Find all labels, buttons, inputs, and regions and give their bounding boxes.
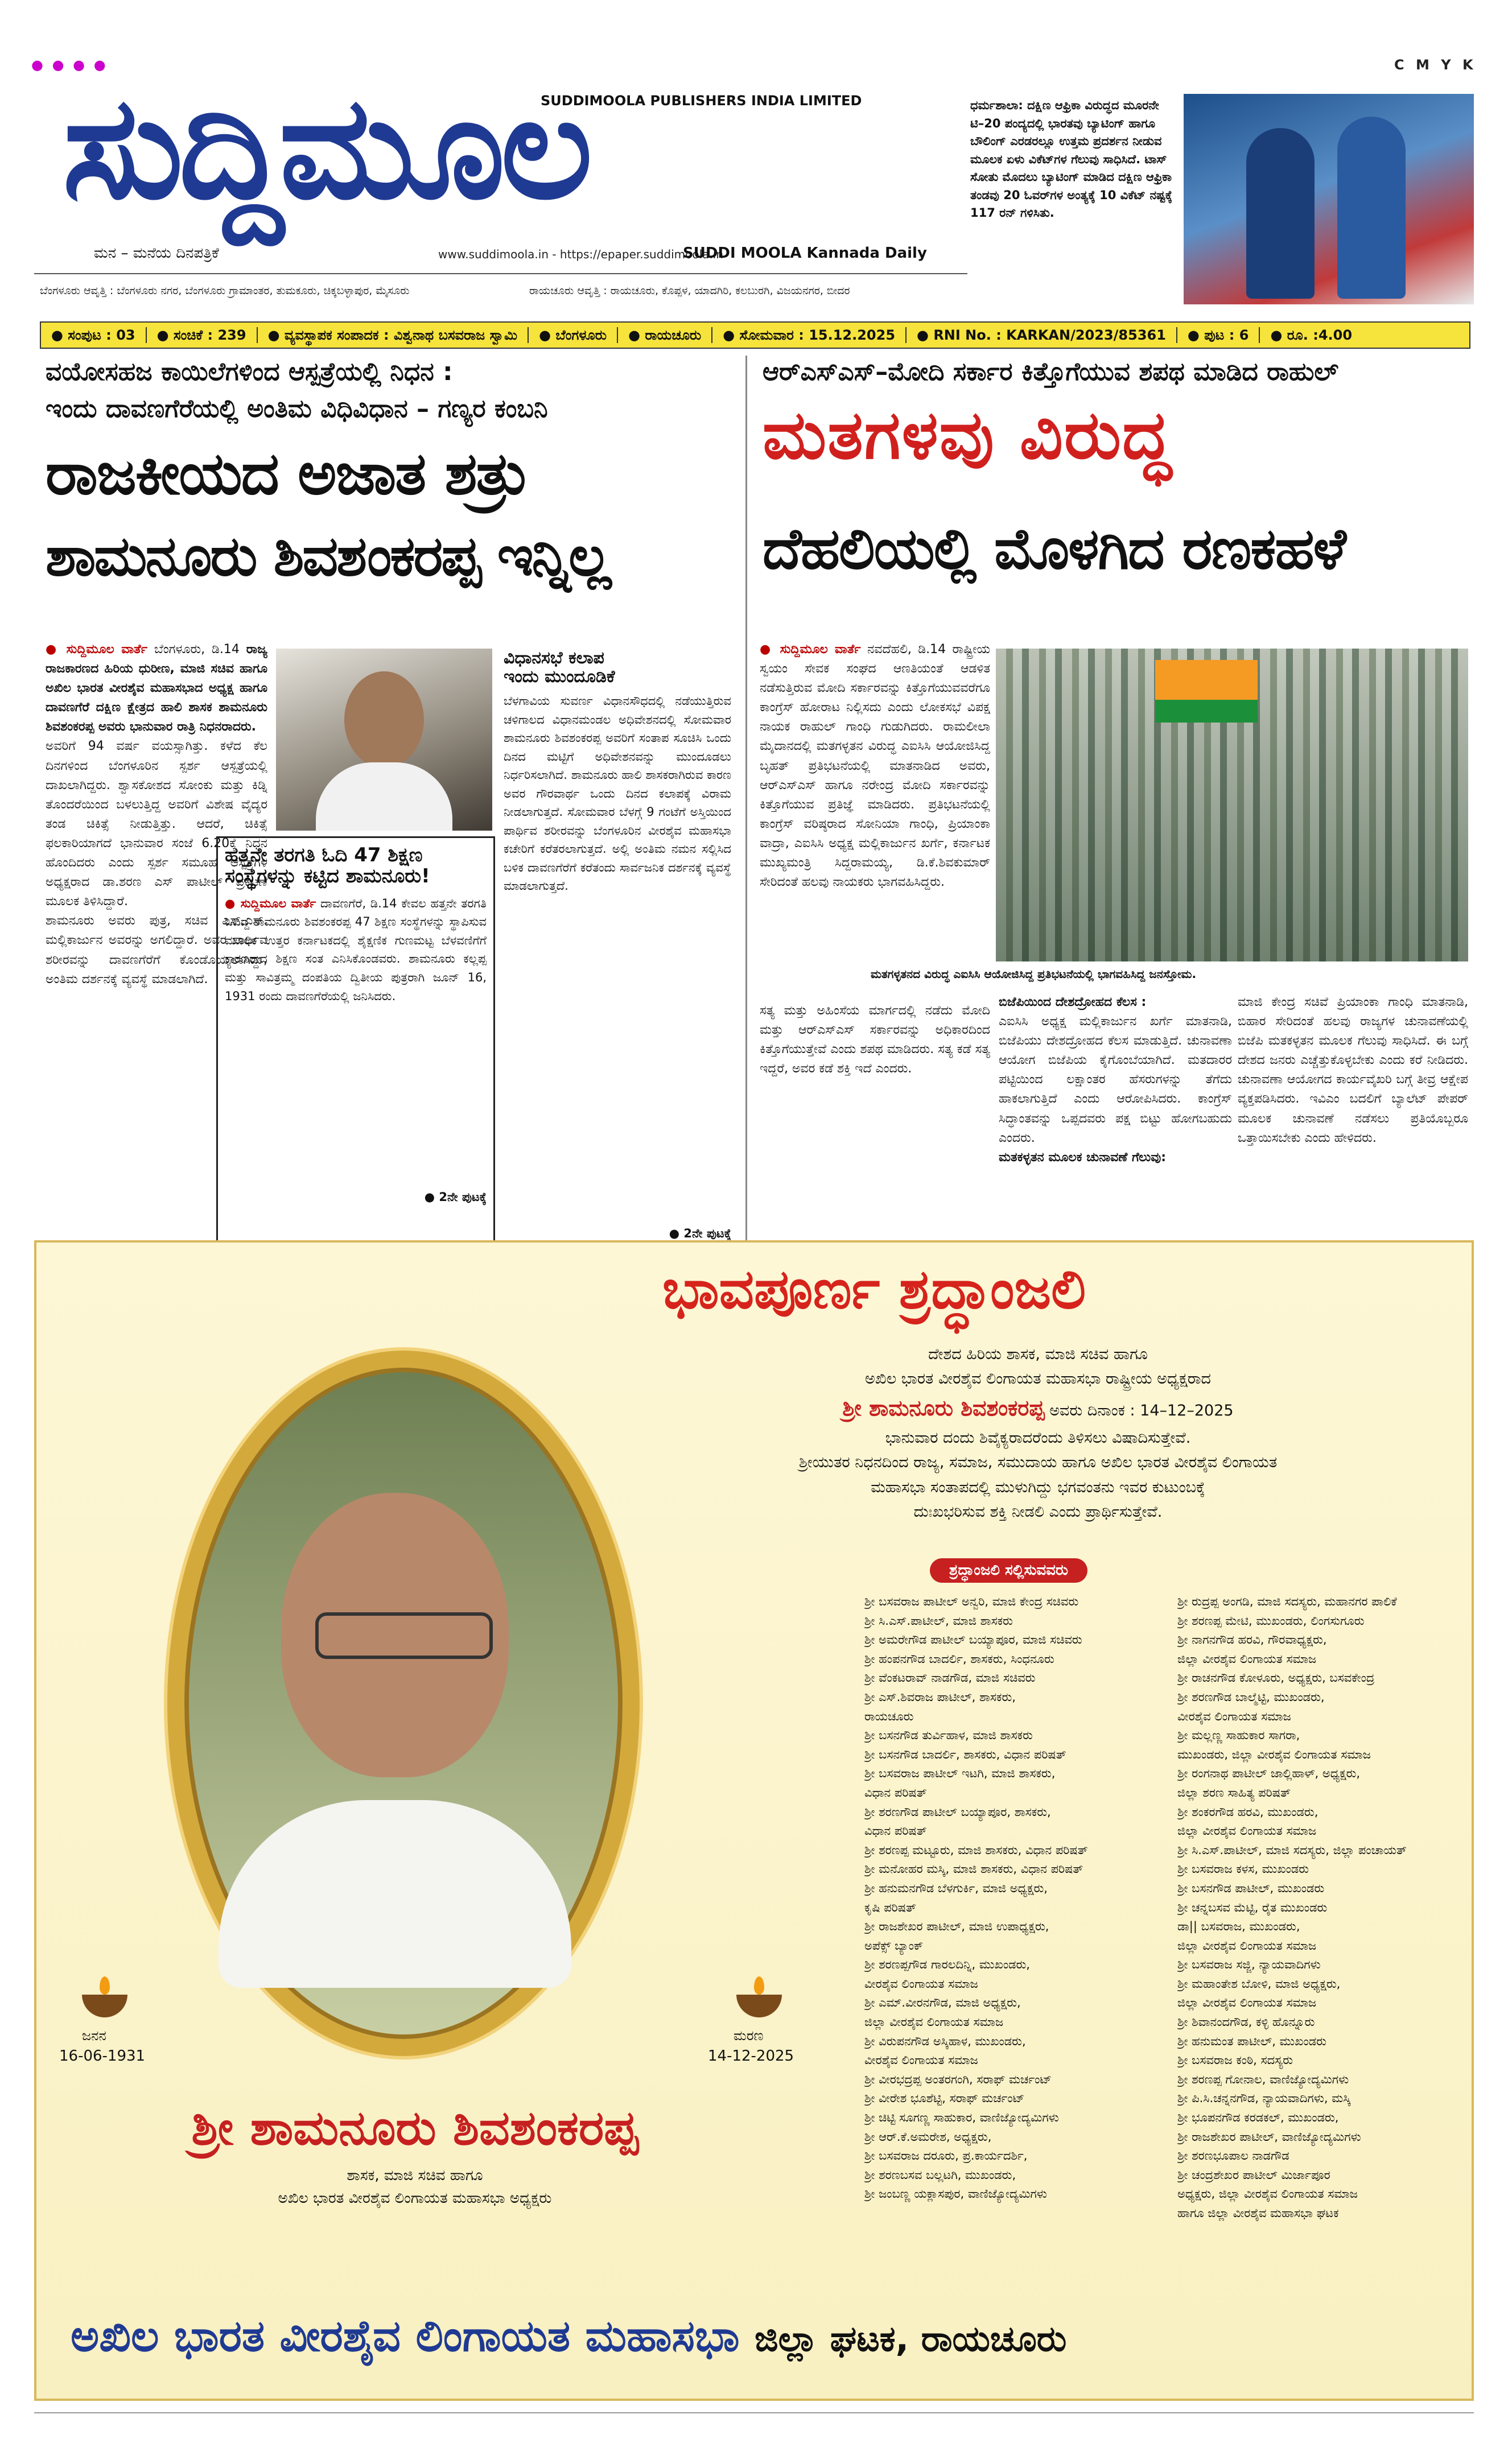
left-kicker-2: ಇಂದು ದಾವಣಗೆರೆಯಲ್ಲಿ ಅಂತಿಮ ವಿಧಿವಿಧಾನ – ಗಣ್ಯರ ಕಂಬನಿ	[46, 394, 548, 423]
tribute-name-entry: ಜಿಲ್ಲಾ ವೀರಶೈವ ಲಿಂಗಾಯತ ಸಮಾಜ	[864, 2015, 1004, 2029]
ear-text: ಧರ್ಮಶಾಲಾ: ದಕ್ಷಿಣ ಆಫ್ರಿಕಾ ವಿರುದ್ಧದ ಮೂರನೇ ಟಿ–20 ಪಂದ್ಯದಲ್ಲಿ ಭಾರತವು ಬ್ಯಾಟಿಂಗ್ ಹಾಗೂ ಬೌಲಿಂಗ್ ಎರಡರಲ್ಲೂ ಉತ್ತಮ ಪ್ರದರ್ಶನ ನೀಡುವ ಮೂಲಕ ಏಳು ವಿಕೆಟ್‌ಗಳ ಗೆಲುವು ಸಾಧಿಸಿದೆ. ಟಾಸ್ ಸೋತು ಮೊದಲು ಬ್ಯಾಟಿಂಗ್ ಮಾಡಿದ ದಕ್ಷಿಣ ಆಫ್ರಿಕಾ ತಂಡವು 20 ಓವರ್‌ಗಳ ಅಂತ್ಯಕ್ಕೆ 10 ವಿಕೆಟ್ ನಷ್ಟಕ್ಕೆ 117 ರನ್ ಗಳಿಸಿತು.	[970, 98, 1173, 220]
tribute-name-entry: ಶ್ರೀ ಚಂದ್ರಶೇಖರ ಪಾಟೀಲ್ ಮಿರ್ಜಾಪೂರ	[1177, 2168, 1330, 2182]
tribute-name-entry: ಶ್ರೀ ಎಸ್.ಶಿವರಾಜ ಪಾಟೀಲ್, ಶಾಸಕರು,	[864, 1690, 1016, 1704]
tribute-name-entry: ಶ್ರೀ ಶರಣಪ್ಪ ಮಟ್ಟೂರು, ಮಾಜಿ ಶಾಸಕರು, ವಿಧಾನ ಪರಿಷತ್	[864, 1843, 1088, 1857]
tribute-name-entry: ಶ್ರೀ ಬಸನಗೌಡ ಬಾದರ್ಲಿ, ಶಾಸಕರು, ವಿಧಾನ ಪರಿಷತ್	[864, 1747, 1066, 1761]
city-raichur: ● ರಾಯಚೂರು	[618, 327, 712, 343]
registration-dots: ● ● ● ●	[31, 57, 108, 73]
portrait-shirt	[219, 1800, 571, 1988]
tribute-name-entry: ಶ್ರೀ ರಾಜಶೇಖರ ಪಾಟೀಲ್, ಮಾಜಿ ಉಪಾಧ್ಯಕ್ಷರು,	[864, 1920, 1049, 1934]
paragraph: ಸತ್ಯ ಮತ್ತು ಅಹಿಂಸೆಯ ಮಾರ್ಗದಲ್ಲಿ ನಡೆದು ಮೋದಿ ಮತ್ತು ಆರ್‌ಎಸ್‌ಎಸ್ ಸರ್ಕಾರವನ್ನು ಅಧಿಕಾರದಿಂದ ಕಿತ್ತೊಗೆಯುತ್ತೇವೆ ಎಂದು ಶಪಥ ಮಾಡಿದರು. ಸತ್ಯ ಕಡೆ ಸತ್ಯ ಇದ್ದರೆ, ಅವರ ಕಡೆ ಶಕ್ತಿ ಇದೆ ಎಂದರು.	[760, 1004, 990, 1076]
tribute-name-entry: ಶ್ರೀ ರಂಗನಾಥ ಪಾಟೀಲ್ ಜಾಲ್ಲಿಹಾಳ್, ಅಧ್ಯಕ್ಷರು,	[1177, 1767, 1361, 1781]
right-story-body	[760, 640, 990, 993]
intro-line: ಅಖಿಲ ಭಾರತ ವೀರಶೈವ ಲಿಂಗಾಯತ ಮಹಾಸಭಾ ರಾಷ್ಟ್ರೀಯ ಅಧ್ಯಕ್ಷರಾದ	[865, 1370, 1211, 1388]
english-masthead: SUDDI MOOLA Kannada Daily	[683, 245, 927, 262]
box-body	[225, 894, 487, 1190]
tribute-name-entry: ಶ್ರೀ ಸಿ.ಎಸ್.ಪಾಟೀಲ್, ಮಾಜಿ ಸದಸ್ಯರು, ಜಿಲ್ಲಾ ಪಂಚಾಯತ್	[1177, 1843, 1407, 1857]
death-date-line: ಅವರು ದಿನಾಂಕ : 14–12–2025	[1049, 1402, 1234, 1420]
byline: ● ಸುದ್ದಿಮೂಲ ವಾರ್ತೆ	[760, 642, 861, 657]
offered-by-badge: ಶ್ರದ್ಧಾಂಜಲಿ ಸಲ್ಲಿಸುವವರು	[930, 1558, 1087, 1583]
tribute-name-inline: ಶ್ರೀ ಶಾಮನೂರು ಶಿವಶಂಕರಪ್ಪ	[842, 1396, 1045, 1421]
tribute-name-entry: ಶ್ರೀ ಶರಣಭೂಪಾಲ ನಾಡಗೌಡ	[1177, 2149, 1289, 2163]
paragraph: ಕೇವಲ ಹತ್ತನೇ ತರಗತಿ ಓದಿದ್ದ ಶಾಮನೂರು ಶಿವಶಂಕರಪ್ಪ 47 ಶಿಕ್ಷಣ ಸಂಸ್ಥೆಗಳನ್ನು ಸ್ಥಾಪಿಸುವ ಮೂಲಕ ಉತ್ತರ ಕರ್ನಾಟಕದಲ್ಲಿ ಶೈಕ್ಷಣಿಕ ಗುಣಮಟ್ಟ ಬೆಳವಣಿಗೆಗೆ ಕಾರಣರಾದ ಶಿಕ್ಷಣ ಸಂತ ಎನಿಸಿಕೊಂಡವರು. ಶಾಮನೂರು ಕಲ್ಲಪ್ಪ ಮತ್ತು ಸಾವಿತ್ರಮ್ಮ ದಂಪತಿಯ ದ್ವಿತೀಯ ಪುತ್ರರಾಗಿ ಜೂನ್ 16, 1931 ರಂದು ದಾವಣಗೆರೆಯಲ್ಲಿ ಜನಿಸಿದರು.	[225, 896, 487, 1003]
lamp-right-icon	[736, 1976, 782, 2017]
cmyk-mark: C M Y K	[1394, 57, 1477, 73]
tribute-name-entry: ಶ್ರೀ ಶಿವಾನಂದಗೌಡ, ಕಳ್ಳಿ ಹೊನ್ನೂರು	[1177, 2015, 1315, 2029]
tribute-name-entry: ಶ್ರೀ ಎಮ್.ವೀರನಗೌಡ, ಮಾಜಿ ಅಧ್ಯಕ್ಷರು,	[864, 1996, 1021, 2010]
editor: ● ವ್ಯವಸ್ಥಾಪಕ ಸಂಪಾದಕ : ವಿಶ್ವನಾಥ ಬಸವರಾಜ ಸ್ವಾಮಿ	[258, 327, 529, 343]
paragraph: ಅವರಿಗೆ 94 ವರ್ಷ ವಯಸ್ಸಾಗಿತ್ತು. ಕಳೆದ ಕೆಲ ದಿನಗಳಿಂದ ಬೆಂಗಳೂರಿನ ಸ್ಪರ್ಶ ಆಸ್ಪತ್ರೆಯಲ್ಲಿ ದಾಖಲಾಗಿದ್ದರು. ಶ್ವಾಸಕೋಶದ ಸೋಂಕು ಮತ್ತು ಕಿಡ್ನಿ ತೊಂದರೆಯಿಂದ ಬಳಲುತ್ತಿದ್ದ ಅವರಿಗೆ ವಿಶೇಷ ವೈದ್ಯರ ತಂಡ ಚಿಕಿತ್ಸೆ ನೀಡುತ್ತಿತ್ತು. ಆದರೆ, ಚಿಕಿತ್ಸೆ ಫಲಕಾರಿಯಾಗದೆ ಭಾನುವಾರ ಸಂಜೆ 6.20ಕ್ಕೆ ನಿಧನ ಹೊಂದಿದರು ಎಂದು ಸ್ಪರ್ಶ ಸಮೂಹ ಆಸ್ಪತ್ರೆಗಳ ಅಧ್ಯಕ್ಷರಾದ ಡಾ.ಶರಣ ಎಸ್ ಪಾಟೀಲ್ ಪ್ರಕಟಣೆ ಮೂಲಕ ತಿಳಿಸಿದ್ದಾರೆ.	[46, 739, 267, 909]
masthead-rule	[34, 273, 967, 274]
website-urls: www.suddimoola.in - https://epaper.suddimoola.in	[438, 247, 724, 261]
tribute-name-entry: ಶ್ರೀ ವೆಂಕಟರಾವ್ ನಾಡಗೌಡ, ಮಾಜಿ ಸಚಿವರು	[864, 1671, 1036, 1685]
tribute-name-entry: ಶ್ರೀ ಬಸನಗೌಡ ಪಾಟೀಲ್, ಮುಖಂಡರು	[1177, 1881, 1325, 1895]
tribute-name-entry: ಶ್ರೀ ಶರಣಗೌಡ ಬಾಲ್ಮೆಟ್ಟಿ, ಮುಖಂಡರು,	[1177, 1690, 1325, 1704]
publisher-name: SUDDIMOOLA PUBLISHERS INDIA LIMITED	[541, 93, 862, 109]
tribute-name-entry: ಶ್ರೀ ಆರ್.ಕೆ.ಅಮರೇಶ, ಅಧ್ಯಕ್ಷರು,	[864, 2129, 992, 2144]
tribute-name-entry: ವೀರಶೈವ ಲಿಂಗಾಯತ ಸಮಾಜ	[864, 1976, 978, 1991]
right-kicker: ಆರ್‌ಎಸ್‌ಎಸ್–ಮೋದಿ ಸರ್ಕಾರ ಕಿತ್ತೊಗೆಯುವ ಶಪಥ ಮಾಡಿದ ರಾಹುಲ್	[763, 357, 1339, 386]
price: ● ರೂ. :4.00	[1270, 327, 1353, 343]
birth-label: ಜನನ	[82, 2028, 106, 2044]
right-col-4: ಮಾಜಿ ಕೇಂದ್ರ ಸಚಿವೆ ಪ್ರಿಯಾಂಕಾ ಗಾಂಧಿ ಮಾತನಾಡಿ, ಬಿಹಾರ ಸೇರಿದಂತೆ ಹಲವು ರಾಜ್ಯಗಳ ಚುನಾವಣೆಯಲ್ಲಿ ಬಿಜೆಪಿ ಮತಕಳ್ಳತನ ಮೂಲಕ ಗೆಲುವು ಸಾಧಿಸಿದೆ. ಈ ಬಗ್ಗೆ ದೇಶದ ಜನರು ಎಚ್ಚೆತ್ತುಕೊಳ್ಳಬೇಕು ಎಂದು ಕರೆ ನೀಡಿದರು. ಚುನಾವಣಾ ಆಯೋಗದ ಕಾರ್ಯವೈಖರಿ ಬಗ್ಗೆ ತೀವ್ರ ಆಕ್ಷೇಪ ವ್ಯಕ್ತಪಡಿಸಿದರು. ಇವಿಎಂ ಬದಲಿಗೆ ಬ್ಯಾಲೆಟ್ ಪೇಪರ್ ಮೂಲಕ ಚುನಾವಣೆ ನಡೆಸಲು ಪ್ರತಿಯೊಬ್ಬರೂ ಒತ್ತಾಯಿಸಬೇಕು ಎಂದು ಹೇಳಿದರು.	[1238, 995, 1468, 1145]
tagline: ಮನ – ಮನೆಯ ದಿನಪತ್ರಿಕೆ	[94, 245, 219, 262]
footer-unit: ಜಿಲ್ಲಾ ಘಟಕ, ರಾಯಚೂರು	[755, 2318, 1067, 2359]
tribute-name-entry: ಶ್ರೀ ವೀರಭದ್ರಪ್ಪ ಅಂತರಗಂಗಿ, ಸರಾಫ್ ಮರ್ಚಂಟ್	[864, 2072, 1052, 2086]
role-line-1: ಶಾಸಕ, ಮಾಜಿ ಸಚಿವ ಹಾಗೂ	[347, 2167, 483, 2184]
edition-bangalore: ಬೆಂಗಳೂರು ಆವೃತ್ತಿ : ಬೆಂಗಳೂರು ನಗರ, ಬೆಂಗಳೂರು ಗ್ರಾಮಾಂತರ, ತುಮಕೂರು, ಚಿಕ್ಕಬಳ್ಳಾಪುರ, ಮೈಸೂರು	[40, 284, 410, 297]
date: ● ಸೋಮವಾರ : 15.12.2025	[712, 327, 907, 343]
tribute-name-entry: ವಿಧಾನ ಪರಿಷತ್	[864, 1824, 927, 1838]
tribute-name-entry: ಹಾಗೂ ಜಿಲ್ಲಾ ವೀರಶೈವ ಮಹಾಸಭಾ ಘಟಕ	[1177, 2206, 1339, 2220]
tribute-name-entry: ಶ್ರೀ ಬಸವರಾಜ ದರೂರು, ಪ್ರ.ಕಾರ್ಯದರ್ಶಿ,	[864, 2149, 1028, 2163]
tribute-name-entry: ಶ್ರೀ ಮಹಾಂತೇಶ ಬೋಳಿ, ಮಾಜಿ ಅಧ್ಯಕ್ಷರು,	[1177, 1976, 1341, 1991]
tribute-name-entry: ಶ್ರೀ ಭೂಪನಗೌಡ ಕರಡಕಲ್, ಮುಖಂಡರು,	[1177, 2111, 1339, 2125]
tribute-big-name: ಶ್ರೀ ಶಾಮನೂರು ಶಿವಶಂಕರಪ್ಪ	[191, 2100, 638, 2156]
tribute-name-entry: ರಾಯಚೂರು	[864, 1709, 914, 1723]
tribute-name-entry: ಜಿಲ್ಲಾ ವೀರಶೈವ ಲಿಂಗಾಯತ ಸಮಾಜ	[1177, 1824, 1317, 1838]
education-box	[216, 836, 495, 1257]
player-figure	[1246, 128, 1315, 299]
tribute-name-entry: ಶ್ರೀ ಬಸನಗೌಡ ತುರ್ವಿಹಾಳ, ಮಾಜಿ ಶಾಸಕರು	[864, 1728, 1033, 1743]
tribute-name-entry: ಶ್ರೀ ಶರಣಪ್ಪಗೌಡ ಗಾರಲದಿನ್ನಿ, ಮುಖಂಡರು,	[864, 1958, 1030, 1972]
role-line-2: ಅಖಿಲ ಭಾರತ ವೀರಶೈವ ಲಿಂಗಾಯತ ಮಹಾಸಭಾ ಅಧ್ಯಕ್ಷರು	[278, 2190, 552, 2207]
left-headline-2: ಶಾಮನೂರು ಶಿವಶಂಕರಪ್ಪ ಇನ್ನಿಲ್ಲ	[46, 524, 610, 589]
rni-number: ● RNI No. : KARKAN/2023/85361	[907, 327, 1177, 343]
tribute-footer	[71, 2312, 1436, 2360]
tribute-name-entry: ಶ್ರೀ ಅಮರೇಗೌಡ ಪಾಟೀಲ್ ಬಯ್ಯಾಪೂರ, ಮಾಜಿ ಸಚಿವರು	[864, 1633, 1082, 1647]
assembly-headline: ಇಂದು ಮುಂದೂಡಿಕೆ	[504, 667, 615, 687]
tribute-name-entry: ಶ್ರೀ ಜಂಬಣ್ಣ ಯಕ್ಲಾಸಪುರ, ವಾಣಿಜ್ಯೋದ್ಯಮಿಗಳು	[864, 2187, 1047, 2201]
tribute-name-entry: ವೀರಶೈವ ಲಿಂಗಾಯತ ಸಮಾಜ	[864, 2053, 978, 2067]
bottom-rule	[34, 2412, 1474, 2413]
continued-label: ● 2ನೇ ಪುಟಕ್ಕೆ	[669, 1227, 731, 1240]
subhead: ಬಿಜೆಪಿಯಿಂದ ದೇಶದ್ರೋಹದ ಕೆಲಸ :	[999, 995, 1147, 1009]
flag	[1155, 700, 1258, 723]
tribute-name-entry: ಶ್ರೀ ಸಿ.ಎಸ್.ಪಾಟೀಲ್, ಮಾಜಿ ಶಾಸಕರು	[864, 1613, 1013, 1628]
subhead: ಮತಕಳ್ಳತನ ಮೂಲಕ ಚುನಾವಣೆ ಗೆಲುವು:	[999, 1150, 1167, 1165]
rally-photo-caption: ಮತಗಳ್ಳತನದ ವಿರುದ್ಧ ಎಐಸಿಸಿ ಆಯೋಜಿಸಿದ್ದ ಪ್ರತಿಭಟನೆಯಲ್ಲಿ ಭಾಗವಹಿಸಿದ್ದ ಜನಸ್ತೋಮ.	[871, 967, 1197, 981]
names-column-2	[1177, 1592, 1468, 2264]
dateline: ಬೆಂಗಳೂರು, ಡಿ.14	[154, 642, 240, 657]
box-headline: ಹತ್ತನೇ ತರಗತಿ ಓದಿ 47 ಶಿಕ್ಷಣ ಸಂಸ್ಥೆಗಳನ್ನು ಕಟ್ಟಿದ ಶಾಮನೂರು!	[225, 844, 430, 888]
tribute-name-entry: ಜಿಲ್ಲಾ ವೀರಶೈವ ಲಿಂಗಾಯತ ಸಮಾಜ	[1177, 1996, 1317, 2010]
face	[344, 671, 424, 768]
tribute-name-entry: ಶ್ರೀ ನಾಗನಗೌಡ ಹರವಿ, ಗೌರವಾಧ್ಯಕ್ಷರು,	[1177, 1633, 1327, 1647]
tribute-name-entry: ಅಧ್ಯಕ್ಷರು, ಜಿಲ್ಲಾ ವೀರಶೈವ ಲಿಂಗಾಯತ ಸಮಾಜ	[1177, 2187, 1358, 2201]
shamanur-portrait	[276, 649, 492, 831]
tribute-name-entry: ಶ್ರೀ ಮನೋಹರ ಮಸ್ಕಿ, ಮಾಜಿ ಶಾಸಕರು, ವಿಧಾನ ಪರಿಷತ್	[864, 1862, 1083, 1876]
shirt	[316, 762, 452, 831]
flag	[1155, 660, 1258, 700]
masthead-title: ಸುದ್ದಿಮೂಲ	[63, 65, 588, 230]
tribute-name-entry: ಶ್ರೀ ರುದ್ರಪ್ಪ ಅಂಗಡಿ, ಮಾಜಿ ಸದಸ್ಯರು, ಮಹಾನಗರ ಪಾಲಿಕೆ	[1177, 1595, 1397, 1608]
tribute-name-entry: ಶ್ರೀ ಶರಣಪ್ಪ ಗೋನಾಲ, ವಾಣಿಜ್ಯೋದ್ಯಮಿಗಳು	[1177, 2072, 1349, 2086]
death-label: ಮರಣ	[734, 2028, 764, 2044]
tribute-name-entry: ಕೃಷಿ ಪರಿಷತ್	[864, 1900, 916, 1914]
paragraph: ಶಾಮನೂರು ಅವರು ಪುತ್ರ, ಸಚಿವ ಎಸ್.ಎಸ್. ಮಲ್ಲಿಕಾರ್ಜುನ ಅವರನ್ನು ಅಗಲಿದ್ದಾರೆ. ಅವರ ಪಾರ್ಥಿವ ಶರೀರವನ್ನು ದಾವಣಗೆರೆಗೆ ಕೊಂಡೊಯ್ಯಲಾಗಿದ್ದು, ಅಂತಿಮ ದರ್ಶನಕ್ಕೆ ವ್ಯವಸ್ಥೆ ಮಾಡಲಾಗಿದೆ.	[46, 914, 267, 987]
player-figure	[1337, 117, 1406, 299]
byline: ● ಸುದ್ದಿಮೂಲ ವಾರ್ತೆ	[46, 642, 148, 657]
intro-line: ದೇಶದ ಹಿರಿಯ ಶಾಸಕ, ಮಾಜಿ ಸಚಿವ ಹಾಗೂ	[928, 1345, 1148, 1363]
cricket-photo	[1184, 94, 1474, 304]
tribute-name-entry: ಶ್ರೀ ಹಂಪನಗೌಡ ಬಾದರ್ಲಿ, ಶಾಸಕರು, ಸಿಂಧನೂರು	[864, 1652, 1054, 1666]
lead-paragraph: ರಾಜ್ಯ ರಾಜಕಾರಣದ ಹಿರಿಯ ಧುರೀಣ, ಮಾಜಿ ಸಚಿವ ಹಾಗೂ ಅಖಿಲ ಭಾರತ ವೀರಶೈವ ಮಹಾಸಭಾದ ಅಧ್ಯಕ್ಷ ಹಾಗೂ ದಾವಣಗೆರೆ ದಕ್ಷಿಣ ಕ್ಷೇತ್ರದ ಹಾಲಿ ಶಾಸಕ ಶಾಮನೂರು ಶಿವಶಂಕರಪ್ಪ ಅವರು ಭಾನುವಾರ ರಾತ್ರಿ ನಿಧನರಾದರು.	[46, 642, 267, 734]
assembly-body: ಬೆಳಗಾವಿಯ ಸುವರ್ಣ ವಿಧಾನಸೌಧದಲ್ಲಿ ನಡೆಯುತ್ತಿರುವ ಚಳಿಗಾಲದ ವಿಧಾನಮಂಡಲ ಅಧಿವೇಶನದಲ್ಲಿ ಸೋಮವಾರ ಶಾಮನೂರು ಶಿವಶಂಕರಪ್ಪ ಅವರಿಗೆ ಸಂತಾಪ ಸೂಚಿಸಿ ಒಂದು ದಿನದ ಮಟ್ಟಿಗೆ ಅಧಿವೇಶನವನ್ನು ಮುಂದೂಡಲು ನಿರ್ಧರಿಸಲಾಗಿದೆ. ಶಾಮನೂರು ಹಾಲಿ ಶಾಸಕರಾಗಿರುವ ಕಾರಣ ಅವರ ಗೌರವಾರ್ಥ ಒಂದು ದಿನದ ಕಲಾಪಕ್ಕೆ ವಿರಾಮ ನೀಡಲಾಗುತ್ತದೆ. ಸೋಮವಾರ ಬೆಳಗ್ಗೆ 9 ಗಂಟೆಗೆ ಅಸ್ತಿಯಿಂದ ಪಾರ್ಥಿವ ಶರೀರವನ್ನು ಬೆಂಗಳೂರಿನ ವೀರಶೈವ ಮಹಾಸಭಾ ಕಚೇರಿಗೆ ಕರೆತರಲಾಗುತ್ತದೆ. ಅಲ್ಲಿ ಅಂತಿಮ ನಮನ ಸಲ್ಲಿಸಿದ ಬಳಿಕ ದಾವಣಗೆರೆಗೆ ಕರೆತಂದು ಸಾರ್ವಜನಿಕ ದರ್ಶನಕ್ಕೆ ವ್ಯವಸ್ಥೆ ಮಾಡಲಾಗುತ್ತದೆ.	[504, 694, 731, 893]
tribute-name-entry: ಶ್ರೀ ಶರಣಗೌಡ ಪಾಟೀಲ್ ಬಯ್ಯಾಪೂರ, ಶಾಸಕರು,	[864, 1805, 1051, 1819]
edition-raichur: ರಾಯಚೂರು ಆವೃತ್ತಿ : ರಾಯಚೂರು, ಕೊಪ್ಪಳ, ಯಾದಗಿರಿ, ಕಲಬುರಗಿ, ವಿಜಯನಗರ, ಬೀದರ	[529, 284, 850, 297]
assembly-kicker: ವಿಧಾನಸಭೆ ಕಲಾಪ	[504, 648, 604, 668]
tribute-name-entry: ಶ್ರೀ ಬಸವರಾಜ ಪಾಟೀಲ್ ಅನ್ವರಿ, ಮಾಜಿ ಕೇಂದ್ರ ಸಚಿವರು	[864, 1595, 1079, 1608]
tribute-name-entry: ಮುಖಂಡರು, ಜಿಲ್ಲಾ ವೀರಶೈವ ಲಿಂಗಾಯತ ಸಮಾಜ	[1177, 1747, 1371, 1761]
tribute-name-entry: ಶ್ರೀ ಪಿ.ಸಿ.ಚನ್ನನಗೌಡ, ನ್ಯಾಯವಾದಿಗಳು, ಮಸ್ಕಿ	[1177, 2091, 1351, 2106]
tribute-name-entry: ಜಿಲ್ಲಾ ಶರಣ ಸಾಹಿತ್ಯ ಪರಿಷತ್	[1177, 1785, 1291, 1799]
tribute-title: ಭಾವಪೂರ್ಣ ಶ್ರದ್ಧಾಂಜಲಿ	[662, 1257, 1086, 1321]
tribute-name-entry: ಜಿಲ್ಲಾ ವೀರಶೈವ ಲಿಂಗಾಯತ ಸಮಾಜ	[1177, 1652, 1317, 1666]
intro-line: ಶ್ರೀಯುತರ ನಿಧನದಿಂದ ರಾಜ್ಯ, ಸಮಾಜ, ಸಮುದಾಯ ಹಾಗೂ ಅಖಿಲ ಭಾರತ ವೀರಶೈವ ಲಿಂಗಾಯತ	[798, 1454, 1278, 1472]
lamp-left-icon	[82, 1976, 127, 2017]
tribute-name-entry: ಶ್ರೀ ಮಲ್ಲಣ್ಣ ಸಾಹುಕಾರ ಸಾಗರಾ,	[1177, 1728, 1300, 1743]
right-col-3	[999, 993, 1232, 1254]
rally-photo	[996, 649, 1468, 961]
pages: ● ಪುಟ : 6	[1177, 327, 1260, 343]
tribute-name-entry: ಶ್ರೀ ಬಸವರಾಜ ಸಜ್ಜಿ, ನ್ಯಾಯವಾದಿಗಳು	[1177, 1958, 1321, 1972]
dateline: ದಾವಣಗೆರೆ, ಡಿ.14	[320, 896, 397, 910]
tribute-name-entry: ಜಿಲ್ಲಾ ವೀರಶೈವ ಲಿಂಗಾಯತ ಸಮಾಜ	[1177, 1938, 1317, 1953]
tribute-intro	[640, 1342, 1436, 1524]
tribute-name-entry: ಅಪೆಕ್ಸ್ ಬ್ಯಾಂಕ್	[864, 1938, 924, 1953]
intro-line: ಮಹಾಸಭಾ ಸಂತಾಪದಲ್ಲಿ ಮುಳುಗಿದ್ದು ಭಗವಂತನು ಇವರ ಕುಟುಂಬಕ್ಕೆ	[871, 1478, 1205, 1496]
birth-date: 16-06-1931	[59, 2048, 146, 2065]
column-divider	[745, 356, 747, 1260]
tribute-name-entry: ಶ್ರೀ ಹನುಮಂತ ಪಾಟೀಲ್, ಮುಖಂಡರು	[1177, 2034, 1326, 2048]
tribute-name-entry: ಶ್ರೀ ಶಂಕರಗೌಡ ಹರವಿ, ಮುಖಂಡರು,	[1177, 1805, 1319, 1819]
glasses	[315, 1612, 493, 1659]
tribute-name-entry: ಶ್ರೀ ಹನುಮನಗೌಡ ಬೆಳಗುರ್ಕಿ, ಮಾಜಿ ಅಧ್ಯಕ್ಷರು,	[864, 1881, 1048, 1895]
tribute-name-entry: ಶ್ರೀ ವಿರುಪನಗೌಡ ಅಸ್ಕಿಹಾಳ, ಮುಖಂಡರು,	[864, 2034, 1026, 2048]
paragraph: ಎಐಸಿಸಿ ಅಧ್ಯಕ್ಷ ಮಲ್ಲಿಕಾರ್ಜುನ ಖರ್ಗೆ ಮಾತನಾಡಿ, ಬಿಜೆಪಿಯು ದೇಶದ್ರೋಹದ ಕೆಲಸ ಮಾಡುತ್ತಿದೆ. ಚುನಾವಣಾ ಆಯೋಗ ಬಿಜೆಪಿಯ ಕೈಗೊಂಬೆಯಾಗಿದೆ. ಮತದಾರರ ಪಟ್ಟಿಯಿಂದ ಲಕ್ಷಾಂತರ ಹೆಸರುಗಳನ್ನು ತೆಗೆದು ಹಾಕಲಾಗುತ್ತಿದೆ ಎಂದು ಆರೋಪಿಸಿದರು. ಕಾಂಗ್ರೆಸ್ ಸಿದ್ಧಾಂತವನ್ನು ಒಪ್ಪದವರು ಪಕ್ಷ ಬಿಟ್ಟು ಹೋಗಬಹುದು ಎಂದರು.	[999, 1014, 1232, 1145]
left-kicker-1: ವಯೋಸಹಜ ಕಾಯಿಲೆಗಳಿಂದ ಆಸ್ಪತ್ರೆಯಲ್ಲಿ ನಿಧನ :	[46, 357, 453, 386]
tribute-name-entry: ಶ್ರೀ ಶರಣಬಸವ ಬಲ್ಲಟಗಿ, ಮುಖಂಡರು,	[864, 2168, 1016, 2182]
tribute-name-entry: ಶ್ರೀ ಬಸವರಾಜ ಪಾಟೀಲ್ ಇಟಗಿ, ಮಾಜಿ ಶಾಸಕರು,	[864, 1767, 1056, 1781]
paragraph: ರಾಷ್ಟ್ರೀಯ ಸ್ವಯಂ ಸೇವಕ ಸಂಘದ ಆಣತಿಯಂತೆ ಆಡಳಿತ ನಡೆಸುತ್ತಿರುವ ಮೋದಿ ಸರ್ಕಾರವನ್ನು ಕಿತ್ತೊಗೆಯುವವರೆಗೂ ಕಾಂಗ್ರೆಸ್ ಹೋರಾಟ ನಿಲ್ಲಿಸದು ಎಂದು ಲೋಕಸಭೆ ವಿಪಕ್ಷ ನಾಯಕ ರಾಹುಲ್ ಗಾಂಧಿ ಗುಡುಗಿದರು. ರಾಮಲೀಲಾ ಮೈದಾನದಲ್ಲಿ ಮತಗಳ್ಳತನ ವಿರುದ್ಧ ಎಐಸಿಸಿ ಆಯೋಜಿಸಿದ್ದ ಬೃಹತ್ ಪ್ರತಿಭಟನೆಯಲ್ಲಿ ಮಾತನಾಡಿದ ಅವರು, ಆರ್‌ಎಸ್‌ಎಸ್ ಹಾಗೂ ನರೇಂದ್ರ ಮೋದಿ ಸರ್ಕಾರವನ್ನು ಕಿತ್ತೊಗೆಯುವ ಪ್ರತಿಜ್ಞೆ ಮಾಡಿದರು. ಪ್ರತಿಭಟನೆಯಲ್ಲಿ ಕಾಂಗ್ರೆಸ್ ವರಿಷ್ಠರಾದ ಸೋನಿಯಾ ಗಾಂಧಿ, ಪ್ರಿಯಾಂಕಾ ವಾದ್ರಾ, ಎಐಸಿಸಿ ಅಧ್ಯಕ್ಷ ಮಲ್ಲಿಕಾರ್ಜುನ ಖರ್ಗೆ, ಕರ್ನಾಟಕ ಮುಖ್ಯಮಂತ್ರಿ ಸಿದ್ದರಾಮಯ್ಯ, ಡಿ.ಕೆ.ಶಿವಕುಮಾರ್ ಸೇರಿದಂತೆ ಹಲವು ನಾಯಕರು ಭಾಗವಹಿಸಿದ್ದರು.	[760, 642, 990, 890]
intro-line: ಭಾನುವಾರ ದಂದು ಶಿವೈಕ್ಯರಾದರೆಂದು ತಿಳಿಸಲು ವಿಷಾದಿಸುತ್ತೇವೆ.	[885, 1429, 1191, 1447]
dateline: ನವದೆಹಲಿ, ಡಿ.14	[867, 642, 946, 657]
names-column-1	[864, 1592, 1172, 2264]
footer-org: ಅಖಿಲ ಭಾರತ ವೀರಶೈವ ಲಿಂಗಾಯತ ಮಹಾಸಭಾ	[71, 2310, 740, 2361]
tribute-name-entry: ಶ್ರೀ ಶರಣಪ್ಪ ಮೇಟಿ, ಮುಖಂಡರು, ಲಿಂಗಸುಗೂರು	[1177, 1613, 1365, 1628]
tribute-name-entry: ಶ್ರೀ ಬಸವರಾಜ ಕಳಸ, ಮುಖಂಡರು	[1177, 1862, 1309, 1876]
tribute-name-entry: ವೀರಶೈವ ಲಿಂಗಾಯತ ಸಮಾಜ	[1177, 1709, 1291, 1723]
tribute-ad	[34, 1240, 1474, 2401]
continued-label: ● 2ನೇ ಪುಟಕ್ಕೆ	[424, 1190, 487, 1204]
right-headline-2: ದೆಹಲಿಯಲ್ಲಿ ಮೊಳಗಿದ ರಣಕಹಳೆ	[763, 515, 1345, 582]
tribute-name-entry: ಡಾ|| ಬಸವರಾಜ, ಮುಖಂಡರು,	[1177, 1920, 1300, 1934]
assembly-box	[504, 649, 731, 1241]
death-date: 14-12-2025	[708, 2048, 794, 2065]
tribute-name-entry: ಶ್ರೀ ಚನ್ನಬಸವ ಮೆಟ್ಟಿ, ರೈತ ಮುಖಂಡರು	[1177, 1900, 1328, 1914]
byline: ● ಸುದ್ದಿಮೂಲ ವಾರ್ತೆ	[225, 896, 316, 910]
tribute-name-entry: ಶ್ರೀ ರಾಜಶೇಖರ ಪಾಟೀಲ್, ವಾಣಿಜ್ಯೋದ್ಯಮಿಗಳು	[1177, 2129, 1361, 2144]
right-headline-1: ಮತಗಳವು ವಿರುದ್ಧ	[763, 395, 1172, 474]
tribute-name-entry: ಶ್ರೀ ಚಿಟ್ಟಿ ಸೂಗಣ್ಣ ಸಾಹುಕಾರ, ವಾಣಿಜ್ಯೋದ್ಯಮಿಗಳು	[864, 2111, 1059, 2125]
volume: ● ಸಂಪುಟ : 03	[41, 327, 147, 343]
tribute-name-entry: ವಿಧಾನ ಪರಿಷತ್	[864, 1785, 927, 1799]
right-col-2	[760, 1001, 990, 1254]
intro-line: ದುಃಖಭರಿಸುವ ಶಕ್ತಿ ನೀಡಲಿ ಎಂದು ಪ್ರಾರ್ಥಿಸುತ್ತೇವೆ.	[913, 1503, 1163, 1521]
tribute-name-entry: ಶ್ರೀ ವೀರೇಶ ಭೂಶೆಟ್ಟಿ, ಸರಾಫ್ ಮರ್ಚಂಟ್	[864, 2091, 1025, 2106]
city-bangalore: ● ಬೆಂಗಳೂರು	[529, 327, 618, 343]
info-bar	[40, 321, 1470, 349]
tribute-name-entry: ಶ್ರೀ ಬಸವರಾಜ ಕಂಠಿ, ಸದಸ್ಯರು	[1177, 2053, 1293, 2067]
tribute-name-entry: ಶ್ರೀ ರಾಚನಗೌಡ ಕೋಳೂರು, ಅಧ್ಯಕ್ಷರು, ಬಸವಕೇಂದ್ರ	[1177, 1671, 1375, 1685]
issue: ● ಸಂಚಿಕೆ : 239	[147, 327, 258, 343]
left-headline-1: ರಾಜಕೀಯದ ಅಜಾತ ಶತ್ರು	[46, 439, 528, 508]
portrait-frame	[167, 1351, 640, 2056]
